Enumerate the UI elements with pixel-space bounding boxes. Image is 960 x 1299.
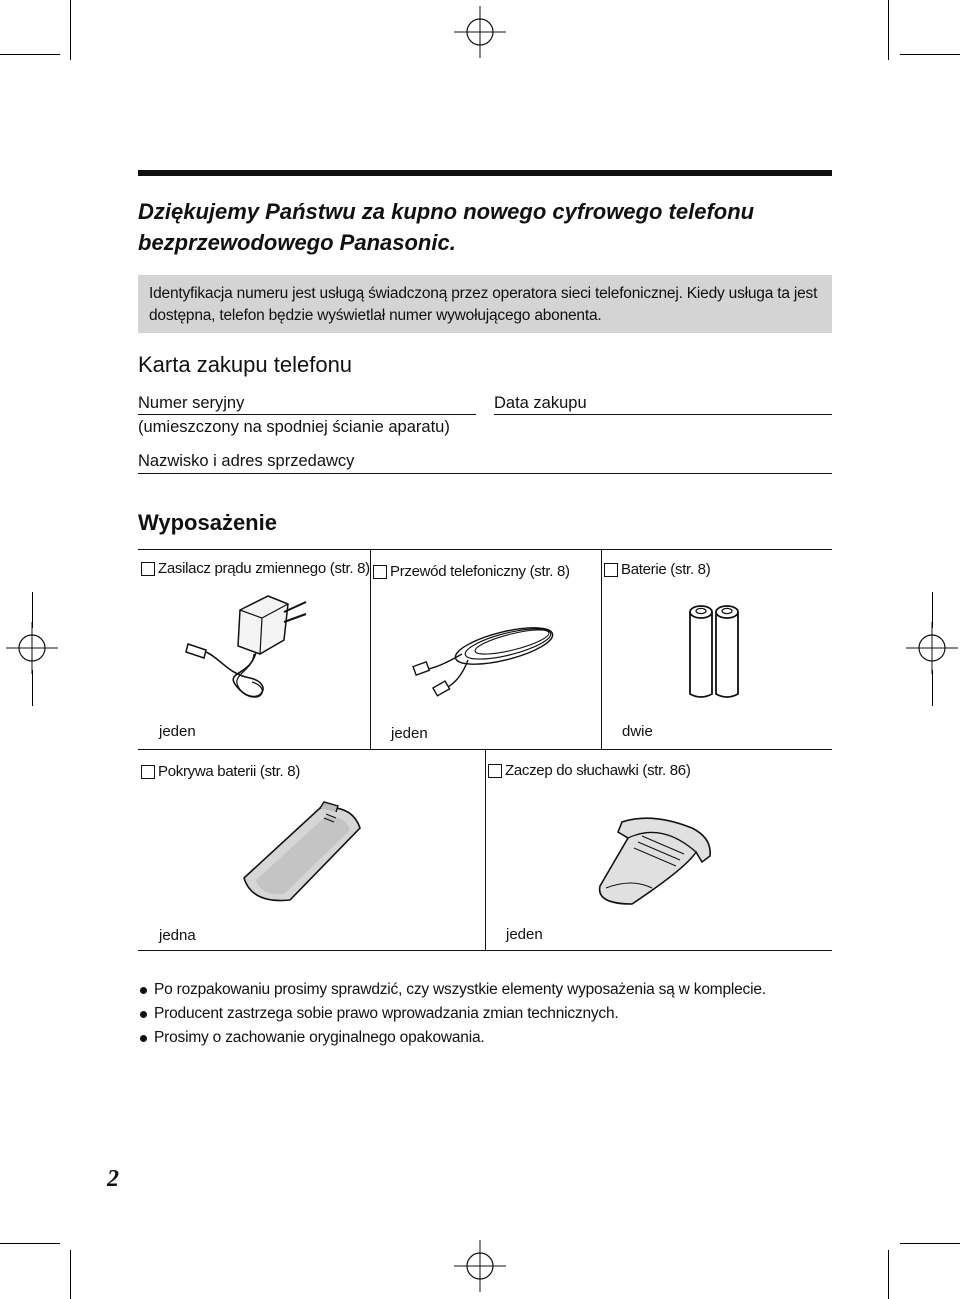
item-quantity: jeden (391, 725, 428, 742)
checkbox-icon[interactable] (141, 765, 155, 779)
battery-cover-icon (232, 800, 372, 910)
notice-text: Identyfikacja numeru jest usługą świadczoną przez operatora sieci telefonicznej. Kiedy usługa ta jest dostępna, telefon będzie wyświetlał numer wywołującego abonenta. (149, 285, 818, 324)
item-quantity: dwie (622, 723, 653, 740)
cell-divider (370, 549, 371, 749)
ac-adaptor-icon (180, 588, 320, 718)
item-battery-cover (141, 763, 300, 780)
item-quantity: jeden (506, 926, 543, 943)
list-item: Prosimy o zachowanie oryginalnego opakowania. (138, 1026, 838, 1050)
accessories-title: Wyposażenie (138, 510, 277, 535)
accessories-bottom-rule (138, 950, 832, 951)
crop-mark (32, 592, 33, 628)
dealer-line (138, 473, 832, 474)
crop-mark (32, 670, 33, 706)
purchase-card-title: Karta zakupu telefonu (138, 352, 353, 377)
item-quantity: jedna (159, 927, 196, 944)
crop-mark (888, 0, 889, 60)
crop-mark (900, 1243, 960, 1244)
crop-mark (932, 670, 933, 706)
list-item: Producent zastrzega sobie prawo wprowadzania zmian technicznych. (138, 1002, 838, 1026)
crop-mark (0, 54, 60, 55)
item-quantity: jeden (159, 723, 196, 740)
checkbox-icon[interactable] (373, 565, 387, 579)
crop-mark (932, 592, 933, 628)
notes-list (138, 978, 838, 1050)
serial-number-label: Numer seryjny (138, 394, 245, 412)
purchase-date-line (494, 414, 832, 415)
registration-mark-icon (6, 622, 58, 674)
item-line-cord (373, 563, 570, 580)
item-label: Baterie (str. 8) (621, 561, 711, 578)
page-title (138, 196, 832, 258)
bullet-icon (140, 1035, 147, 1042)
item-batteries (604, 561, 710, 578)
top-rule (138, 170, 832, 176)
cell-divider (601, 549, 602, 749)
serial-number-line (138, 414, 476, 415)
registration-mark-icon (454, 1240, 506, 1292)
item-label: Przewód telefoniczny (str. 8) (390, 563, 570, 580)
checkbox-icon[interactable] (604, 563, 618, 577)
caller-id-notice (138, 275, 832, 333)
registration-mark-icon (906, 622, 958, 674)
title-line-2: bezprzewodowego Panasonic. (138, 230, 456, 255)
accessories-top-rule (138, 549, 832, 550)
crop-mark (0, 1243, 60, 1244)
bullet-icon (140, 987, 147, 994)
crop-mark (900, 54, 960, 55)
batteries-icon (686, 598, 746, 702)
bullet-icon (140, 1011, 147, 1018)
item-label: Zaczep do słuchawki (str. 86) (505, 762, 691, 779)
dealer-label: Nazwisko i adres sprzedawcy (138, 452, 355, 470)
crop-mark (70, 0, 71, 60)
item-belt-clip (488, 762, 691, 779)
item-label: Pokrywa baterii (str. 8) (158, 763, 301, 780)
list-item: Po rozpakowaniu prosimy sprawdzić, czy wszystkie elementy wyposażenia są w komplecie. (138, 978, 838, 1002)
crop-mark (888, 1250, 889, 1299)
cell-divider (485, 749, 486, 950)
registration-mark-icon (454, 6, 506, 58)
serial-number-hint: (umieszczony na spodniej ścianie aparatu) (138, 418, 450, 436)
purchase-date-label: Data zakupu (494, 394, 587, 412)
crop-mark (70, 1250, 71, 1299)
telephone-cord-icon (412, 614, 562, 704)
checkbox-icon[interactable] (488, 764, 502, 778)
item-ac-adaptor (141, 560, 370, 577)
page-number: 2 (107, 1166, 119, 1192)
belt-clip-icon (592, 808, 722, 908)
title-line-1: Dziękujemy Państwu za kupno nowego cyfrowego telefonu (138, 199, 755, 224)
item-label: Zasilacz prądu zmiennego (str. 8) (158, 560, 370, 577)
checkbox-icon[interactable] (141, 562, 155, 576)
